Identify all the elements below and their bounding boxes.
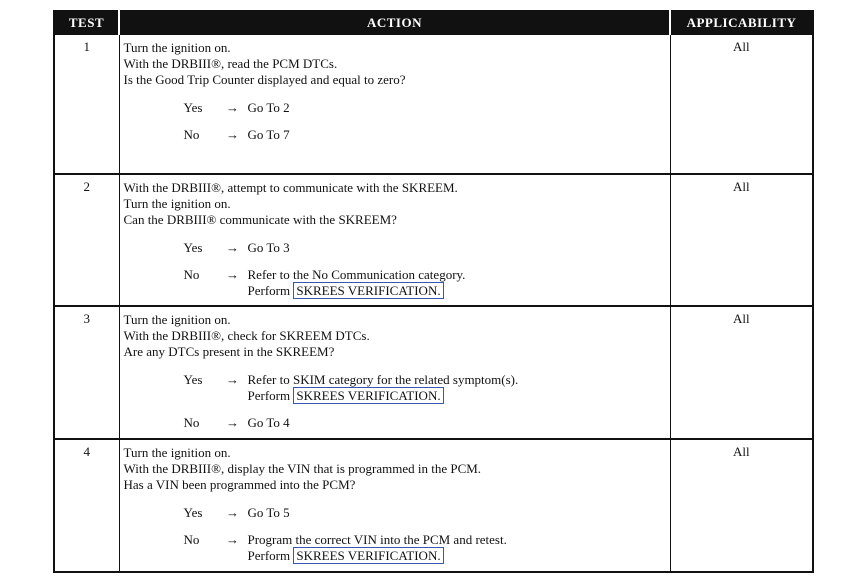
yes-result: Refer to SKIM category for the related symptom(s). (247, 372, 519, 387)
action-cell (119, 34, 670, 174)
action-cell (119, 174, 670, 306)
yes-label: Yes (183, 100, 203, 115)
perform-label: Perform (247, 548, 291, 563)
yes-result: Go To 2 (247, 100, 290, 115)
action-line: With the DRBIII®, check for SKREEM DTCs. (123, 328, 370, 343)
action-cell (119, 306, 670, 439)
action-line: Has a VIN been programmed into the PCM? (123, 477, 356, 492)
applicability-cell: All (670, 439, 813, 572)
test-number: 2 (54, 174, 119, 306)
yes-branch (124, 505, 670, 521)
perform-label: Perform (247, 283, 291, 298)
action-line: With the DRBIII®, display the VIN that is programmed in the PCM. (123, 461, 482, 476)
skrees-verification-link[interactable]: SKREES VERIFICATION. (293, 387, 443, 404)
no-label: No (183, 127, 200, 142)
action-line: With the DRBIII®, attempt to communicate with the SKREEM. (123, 180, 458, 195)
action-line: With the DRBIII®, read the PCM DTCs. (123, 56, 338, 71)
skrees-verification-link[interactable]: SKREES VERIFICATION. (293, 547, 443, 564)
yes-result: Go To 3 (247, 240, 290, 255)
no-result: Go To 7 (247, 127, 290, 142)
arrow-icon: → (226, 127, 239, 142)
table-row (54, 34, 813, 174)
no-branch (124, 532, 670, 564)
header-row (54, 11, 813, 34)
yes-result: Go To 5 (247, 505, 290, 520)
applicability-cell: All (670, 306, 813, 439)
no-label: No (183, 532, 200, 547)
arrow-icon: → (226, 267, 239, 282)
yes-branch (124, 372, 670, 404)
perform-label: Perform (247, 388, 291, 403)
test-number: 1 (54, 34, 119, 174)
action-line: Turn the ignition on. (123, 40, 231, 55)
arrow-icon: → (226, 415, 239, 430)
arrow-icon: → (226, 532, 239, 547)
yes-branch (124, 100, 670, 116)
yes-branch (124, 240, 670, 256)
applicability-cell: All (670, 34, 813, 174)
no-branch (124, 415, 670, 431)
header-test: TEST (54, 11, 119, 34)
no-label: No (183, 267, 200, 282)
yes-label: Yes (183, 240, 203, 255)
no-branch (124, 127, 670, 143)
action-line: Is the Good Trip Counter displayed and equal to zero? (123, 72, 406, 87)
header-action: ACTION (119, 11, 670, 34)
yes-label: Yes (183, 372, 203, 387)
arrow-icon: → (226, 100, 239, 115)
diagnostic-test-table (53, 10, 814, 573)
no-result: Refer to the No Communication category. (247, 267, 466, 282)
applicability-cell: All (670, 174, 813, 306)
action-cell (119, 439, 670, 572)
no-result: Program the correct VIN into the PCM and retest. (247, 532, 507, 547)
yes-label: Yes (183, 505, 203, 520)
skrees-verification-link[interactable]: SKREES VERIFICATION. (293, 282, 443, 299)
arrow-icon: → (226, 240, 239, 255)
test-number: 4 (54, 439, 119, 572)
action-line: Are any DTCs present in the SKREEM? (123, 344, 335, 359)
action-line: Turn the ignition on. (123, 196, 231, 211)
arrow-icon: → (226, 372, 239, 387)
action-line: Turn the ignition on. (123, 312, 231, 327)
no-label: No (183, 415, 200, 430)
table-row (54, 174, 813, 306)
no-branch (124, 267, 670, 299)
table-row (54, 439, 813, 572)
no-result: Go To 4 (247, 415, 290, 430)
table-row (54, 306, 813, 439)
action-line: Can the DRBIII® communicate with the SKREEM? (123, 212, 397, 227)
arrow-icon: → (226, 505, 239, 520)
test-number: 3 (54, 306, 119, 439)
header-applicability: APPLICABILITY (670, 11, 813, 34)
action-line: Turn the ignition on. (123, 445, 231, 460)
